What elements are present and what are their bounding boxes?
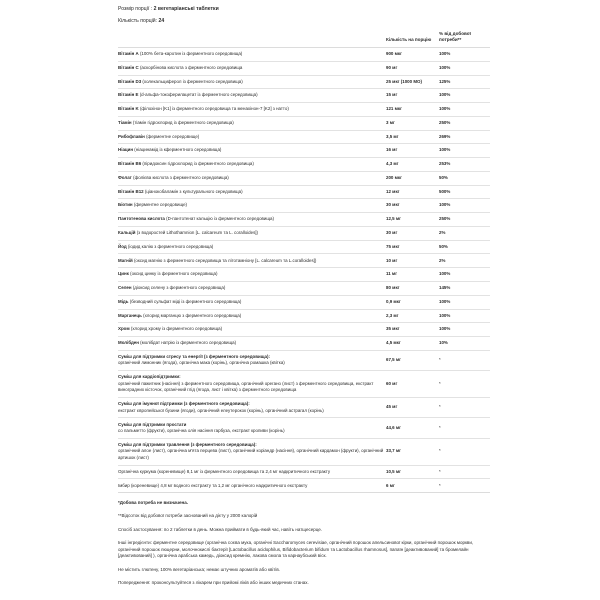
nutrient-name-main: Ніацин bbox=[118, 147, 134, 153]
nutrient-name-main: Марганець bbox=[118, 312, 142, 318]
nutrient-amount: 25 мкг (1000 МО) bbox=[386, 75, 439, 89]
blend-title: Суміш для підтримки травлення (з ферментного середовища): bbox=[118, 441, 257, 447]
nutrient-daily-value: 145% bbox=[439, 281, 490, 295]
nutrient-name bbox=[118, 185, 386, 199]
nutrient-name bbox=[118, 254, 386, 268]
blend-ingredients: органічний пажитник (насіння) з ферментного середовища, органічний орегано (лист) з ферментного середовища, екстракт виноградних кісточок, органічний глід (ягода, лист і квітка) з ферментного середовища bbox=[118, 380, 374, 393]
table-row bbox=[118, 199, 490, 213]
nutrient-name bbox=[118, 323, 386, 337]
nutrient-amount: 90 мг bbox=[386, 61, 439, 75]
column-header-amount-per-serving: Кількість на порцію bbox=[386, 31, 439, 48]
nutrient-name-main: Біотин bbox=[118, 202, 133, 208]
nutrient-amount: 3,5 мг bbox=[386, 130, 439, 144]
nutrient-daily-value: 100% bbox=[439, 268, 490, 282]
nutrient-daily-value: 253% bbox=[439, 158, 490, 172]
nutrient-name-main: Вітамін C bbox=[118, 64, 139, 70]
nutrient-name bbox=[118, 213, 386, 227]
table-row bbox=[118, 75, 490, 89]
table-row bbox=[118, 281, 490, 295]
nutrient-name-main: Фолат bbox=[118, 174, 132, 180]
nutrient-name-main: Цинк bbox=[118, 271, 129, 277]
nutrient-name-source: (безводний сульфат міді із ферментного середовища) bbox=[128, 298, 242, 304]
table-row bbox=[118, 295, 490, 309]
blend-daily-value: * bbox=[439, 438, 490, 465]
footnote-percent-daily-value: **Відсоток від добової потреби заснований на дієту у 2000 калорій bbox=[118, 513, 258, 519]
nutrient-name-source: (D-пантотенат кальцію із ферментного середовища) bbox=[164, 216, 274, 222]
nutrient-amount: 35 мкг bbox=[386, 323, 439, 337]
nutrient-name-main: Йод bbox=[118, 243, 127, 249]
blend-daily-value: * bbox=[439, 418, 490, 438]
nutrient-daily-value: 2% bbox=[439, 254, 490, 268]
table-row bbox=[118, 171, 490, 185]
nutrient-name-source: (d-альфа-токоферилацетат із ферментного середовища) bbox=[138, 92, 258, 98]
nutrient-name-source: (оксид магнію з ферментного середовища та літотамніону [L. calcareum та L.coralloides]) bbox=[132, 257, 317, 263]
nutrient-name bbox=[118, 309, 386, 323]
nutrient-name-main: Кальцій bbox=[118, 230, 136, 236]
blend-name bbox=[118, 418, 386, 438]
nutrient-name bbox=[118, 268, 386, 282]
nutrient-daily-value: 250% bbox=[439, 213, 490, 227]
botanical-description: Імбир (кореневище) 4,8 мг водного екстракту та 1,2 мг органічного надкритичного екстракту bbox=[118, 482, 308, 488]
nutrient-amount: 30 мкг bbox=[386, 199, 439, 213]
nutrient-daily-value: 100% bbox=[439, 144, 490, 158]
nutrient-amount: 80 мкг bbox=[386, 281, 439, 295]
blend-name bbox=[118, 438, 386, 465]
nutrient-name-main: Молібден bbox=[118, 340, 139, 346]
nutrient-name-main: Магній bbox=[118, 257, 133, 263]
blend-title: Суміш для підтримки стресу та енергії (з ферментного середовища): bbox=[118, 353, 270, 359]
nutrient-amount: 900 мкг bbox=[386, 47, 439, 61]
nutrient-name-source: (ферментне середовище) bbox=[144, 133, 200, 139]
table-row-blend bbox=[118, 438, 490, 465]
blend-daily-value: * bbox=[439, 398, 490, 418]
serving-size-label: Розмір порції : bbox=[118, 6, 153, 12]
nutrient-name bbox=[118, 47, 386, 61]
table-row bbox=[118, 89, 490, 103]
blend-ingredients: со пальметто (фрукти), органічна олія насіння гарбуза, екстракт кропиви (корінь) bbox=[118, 428, 285, 434]
nutrient-name-source: (холекальциферол із ферментного середовища) bbox=[141, 78, 243, 84]
nutrient-amount: 4,5 мкг bbox=[386, 337, 439, 351]
nutrient-amount: 2,3 мг bbox=[386, 309, 439, 323]
nutrient-name-source: (філохінон [K1] із ферментного середовища та менахінон-7 [K2] з натто) bbox=[138, 106, 289, 112]
table-row bbox=[118, 337, 490, 351]
blend-daily-value: * bbox=[439, 350, 490, 370]
serving-size-value: 2 вегетаріанські таблетки bbox=[153, 6, 219, 12]
nutrient-amount: 0,9 мкг bbox=[386, 295, 439, 309]
nutrient-name bbox=[118, 75, 386, 89]
nutrient-name-source: (ніацинамід із кферментного середовища) bbox=[133, 147, 222, 153]
table-row bbox=[118, 240, 490, 254]
supplement-facts-table bbox=[118, 31, 490, 493]
column-header-daily-value: % від добової потреби** bbox=[439, 31, 490, 48]
nutrient-daily-value: 100% bbox=[439, 47, 490, 61]
nutrient-name-main: Хром bbox=[118, 326, 130, 332]
nutrient-amount: 15 мг bbox=[386, 89, 439, 103]
blend-name bbox=[118, 371, 386, 398]
nutrient-name-source: (хлорид хрому із ферментного середовища) bbox=[129, 326, 223, 332]
column-header-nutrient bbox=[118, 31, 386, 48]
nutrient-name-main: Рибофлавін bbox=[118, 133, 145, 139]
table-row bbox=[118, 479, 490, 493]
nutrient-name-main: Тіамін bbox=[118, 119, 132, 125]
nutrient-name-source: (молібдат натрію із ферментного середовища) bbox=[138, 340, 237, 346]
table-row bbox=[118, 226, 490, 240]
nutrient-name bbox=[118, 116, 386, 130]
nutrient-daily-value: 100% bbox=[439, 61, 490, 75]
nutrient-amount: 10 мг bbox=[386, 254, 439, 268]
blend-ingredients: органічний алое (лист), органічна м'ята перцева (лист), органічний коріандр (насіння), органічний кардамон (фрукти), органічний артишок (лист) bbox=[118, 448, 384, 461]
nutrient-name bbox=[118, 295, 386, 309]
nutrient-name-source: (ціанокобаламін з культурального середовища) bbox=[143, 188, 243, 194]
nutrient-name-source: (піридоксин гідрохлорид із ферментного середовища) bbox=[141, 161, 254, 167]
table-row bbox=[118, 268, 490, 282]
gluten-free-statement: Не містить глютену, 100% вегетаріанська; немає штучних ароматів або квітів. bbox=[118, 566, 281, 572]
blend-amount: 44,6 мг bbox=[386, 418, 439, 438]
nutrient-name bbox=[118, 103, 386, 117]
nutrient-amount: 30 мг bbox=[386, 226, 439, 240]
nutrient-name-main: Вітамін E bbox=[118, 92, 139, 98]
nutrient-name bbox=[118, 281, 386, 295]
nutrient-daily-value: 100% bbox=[439, 295, 490, 309]
blend-name bbox=[118, 398, 386, 418]
nutrient-name-main: Селен bbox=[118, 285, 132, 291]
nutrient-name bbox=[118, 61, 386, 75]
nutrient-name-source: (хлорид марганцю з ферментного середовища) bbox=[141, 312, 242, 318]
nutrient-amount: 75 мкг bbox=[386, 240, 439, 254]
nutrient-name-source: (100% бета-каротин із ферментного середовища) bbox=[138, 51, 243, 57]
nutrient-name-source: (діоксид селену з ферментного середовища) bbox=[131, 285, 226, 291]
nutrient-amount: 200 мкг bbox=[386, 171, 439, 185]
table-row bbox=[118, 116, 490, 130]
blend-amount: 60 мг bbox=[386, 371, 439, 398]
nutrient-amount: 12,5 мг bbox=[386, 213, 439, 227]
table-row bbox=[118, 309, 490, 323]
nutrient-name-main: Вітамін D3 bbox=[118, 78, 142, 84]
servings-count-label: Кількість порцій: bbox=[118, 18, 158, 25]
table-header bbox=[118, 31, 490, 48]
nutrient-name bbox=[118, 130, 386, 144]
blend-amount: 67,5 мг bbox=[386, 350, 439, 370]
botanical-description: Органічна куркума (кореневище) 8,1 мг із ферментного середовища та 2,4 мг надкритичного екстракту bbox=[118, 468, 331, 474]
nutrient-daily-value: 500% bbox=[439, 185, 490, 199]
nutrient-name-source: (тіамін гідрохлорид із ферментного середовища) bbox=[131, 119, 234, 125]
table-header-row bbox=[118, 31, 490, 48]
blend-amount: 33,7 мг bbox=[386, 438, 439, 465]
blend-daily-value: * bbox=[439, 371, 490, 398]
nutrient-daily-value: 250% bbox=[439, 116, 490, 130]
nutrient-amount: 4,3 мг bbox=[386, 158, 439, 172]
nutrient-name-main: Вітамін A bbox=[118, 51, 139, 57]
nutrient-name-source: (ферментне середовище) bbox=[132, 202, 188, 208]
nutrient-daily-value: 10% bbox=[439, 337, 490, 351]
nutrient-name-main: Вітамін K bbox=[118, 106, 139, 112]
nutrient-name bbox=[118, 240, 386, 254]
table-row bbox=[118, 61, 490, 75]
servings-count-value: 24 bbox=[158, 18, 165, 25]
warning-statement: Попередження: проконсультуйтеся з лікарем при прийомі ліків або інших медичних станах. bbox=[118, 579, 309, 585]
nutrient-name-main: Мідь bbox=[118, 298, 129, 304]
table-row bbox=[118, 47, 490, 61]
botanical-amount: 6 мг bbox=[386, 479, 439, 493]
nutrient-name bbox=[118, 158, 386, 172]
blend-amount: 45 мг bbox=[386, 398, 439, 418]
table-row bbox=[118, 144, 490, 158]
nutrient-daily-value: 100% bbox=[439, 199, 490, 213]
blend-ingredients: екстракт європейської бузини (ягоди), органічний елеутерокок (корінь), органічний астрагал (корінь) bbox=[118, 407, 324, 413]
blend-ingredients: органічний лимонник (ягода), органічна мака (корінь), органічна ромашка (квітка) bbox=[118, 360, 285, 366]
table-row bbox=[118, 465, 490, 479]
nutrient-daily-value: 125% bbox=[439, 75, 490, 89]
nutrient-name bbox=[118, 171, 386, 185]
nutrient-name-main: Вітамін B6 bbox=[118, 161, 142, 167]
nutrient-daily-value: 100% bbox=[439, 103, 490, 117]
directions-text: Спосіб застосування: по 2 таблетки в день. Можна приймати в будь-який час, навіть натщесерце. bbox=[118, 526, 322, 532]
blend-title: Суміш для імунної підтримки (з ферментного середовища): bbox=[118, 401, 250, 407]
blend-title: Суміш для кардіопідтримки: bbox=[118, 374, 181, 380]
serving-size-line bbox=[118, 6, 490, 13]
botanical-daily-value: * bbox=[439, 479, 490, 493]
nutrient-daily-value: 269% bbox=[439, 130, 490, 144]
nutrient-daily-value: 100% bbox=[439, 323, 490, 337]
other-ingredients-text: Інші інгредієнти: ферментне середовище (органічна соєва мука, органічні Saccharomyces cerevisiae, органічний порошок апельсинової кірки, органічний порошок моркви, органічний порошок люцерни, молочнокислі бактерії [Lactobacillus acidophilus, Bifidobacterium bifidum та Lactobacillus rhamnosus], папаїн [деактивований] та бромелайн [деактивований] ), органічна арабська камедь, діоксид кремнію, лакова смола та карнаубський віск. bbox=[118, 539, 474, 559]
table-row bbox=[118, 323, 490, 337]
nutrient-name-source: (оксид цинку із ферментного середовища) bbox=[128, 271, 218, 277]
table-row-blend bbox=[118, 371, 490, 398]
table-row bbox=[118, 158, 490, 172]
footnotes-section bbox=[118, 500, 490, 587]
table-row bbox=[118, 185, 490, 199]
nutrient-name-source: (фолієва кислота з ферментного середовища) bbox=[131, 174, 229, 180]
table-row bbox=[118, 130, 490, 144]
nutrient-amount: 3 мг bbox=[386, 116, 439, 130]
nutrient-amount: 11 мг bbox=[386, 268, 439, 282]
botanical-name bbox=[118, 479, 386, 493]
nutrient-amount: 12 мкг bbox=[386, 185, 439, 199]
nutrient-daily-value: 50% bbox=[439, 171, 490, 185]
table-row bbox=[118, 213, 490, 227]
table-row-blend bbox=[118, 398, 490, 418]
nutrient-amount: 121 мкг bbox=[386, 103, 439, 117]
nutrient-daily-value: 2% bbox=[439, 226, 490, 240]
nutrient-name-main: Вітамін B12 bbox=[118, 188, 144, 194]
nutrient-amount: 16 мг bbox=[386, 144, 439, 158]
nutrient-name-source: (аскорбінова кислота з ферментного середовища bbox=[138, 64, 243, 70]
table-row bbox=[118, 103, 490, 117]
table-body bbox=[118, 47, 490, 492]
nutrient-name-main: Пантотенова кислота bbox=[118, 216, 165, 222]
table-row bbox=[118, 254, 490, 268]
nutrient-name-source: (з водоростей Lithothamnion [L. calcareum та L. coralloides]) bbox=[135, 230, 259, 236]
nutrient-daily-value: 50% bbox=[439, 240, 490, 254]
nutrient-daily-value: 100% bbox=[439, 309, 490, 323]
nutrient-name bbox=[118, 337, 386, 351]
botanical-amount: 10,5 мг bbox=[386, 465, 439, 479]
botanical-daily-value: * bbox=[439, 465, 490, 479]
nutrient-name-source: (іодид калію з ферментного середовища) bbox=[126, 243, 214, 249]
blend-title: Суміш для підтримки простати bbox=[118, 421, 187, 427]
nutrient-name bbox=[118, 226, 386, 240]
table-row-blend bbox=[118, 418, 490, 438]
nutrient-daily-value: 100% bbox=[439, 89, 490, 103]
footnote-daily-value-not-established: *Добова потреба не визначена. bbox=[118, 500, 188, 506]
nutrient-name bbox=[118, 89, 386, 103]
table-row-blend bbox=[118, 350, 490, 370]
nutrient-name bbox=[118, 144, 386, 158]
botanical-name bbox=[118, 465, 386, 479]
nutrient-name bbox=[118, 199, 386, 213]
servings-per-container-line bbox=[118, 18, 490, 25]
blend-name bbox=[118, 350, 386, 370]
